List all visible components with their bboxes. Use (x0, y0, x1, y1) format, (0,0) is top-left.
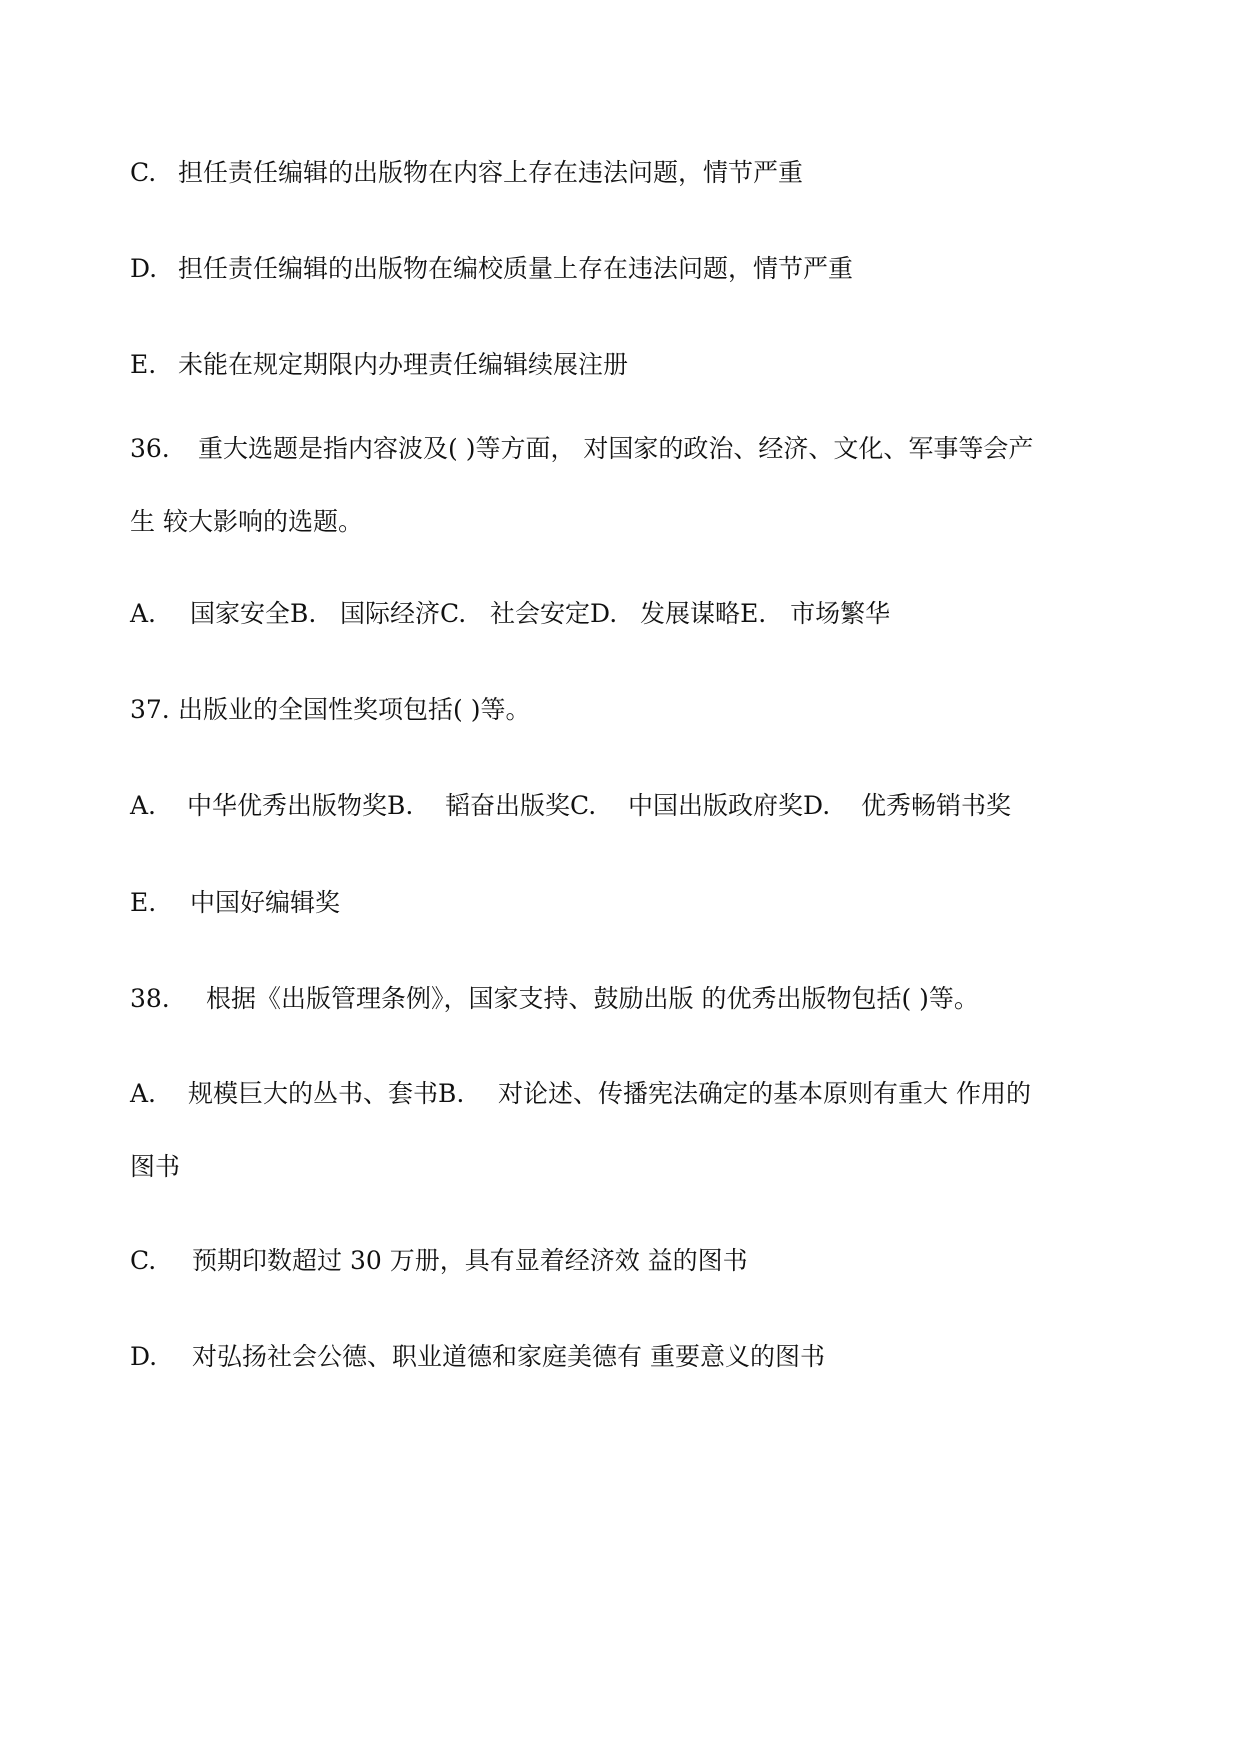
option-label: E. (130, 350, 157, 379)
option-text: 市场繁华 (790, 599, 891, 628)
option-text: 发展谋略 (640, 599, 741, 628)
option-text: 对弘扬社会公德、职业道德和家庭美德有 重要意义的图书 (192, 1342, 825, 1371)
option-label: C. (130, 158, 157, 187)
question-text-continued: 生 较大影响的选题。 (130, 507, 363, 536)
option-label: C. (130, 1246, 157, 1275)
option-text: 优秀畅销书奖 (861, 791, 1012, 820)
question-36 (130, 432, 1111, 466)
option-label: B. (438, 1079, 465, 1108)
option-text: 对论述、传播宪法确定的基本原则有重大 作用的 (498, 1079, 1031, 1108)
question-text: 重大选题是指内容波及( )等方面， 对国家的政治、经济、文化、军事等会产 (198, 434, 1034, 463)
option-text: 图书 (130, 1152, 181, 1181)
option-label: D. (130, 1342, 158, 1371)
option-line (130, 348, 1111, 382)
option-label: C. (440, 599, 467, 628)
question-37-options (130, 789, 1111, 823)
question-36-options (130, 597, 1111, 631)
option-label: D. (803, 791, 831, 820)
option-label: B. (387, 791, 414, 820)
question-text: 根据《出版管理条例》，国家支持、鼓励出版 的优秀出版物包括( )等。 (206, 984, 979, 1013)
option-line (130, 1077, 1111, 1111)
question-number: 37. (130, 695, 170, 724)
option-label: E. (130, 888, 157, 917)
option-text: 担任责任编辑的出版物在内容上存在违法问题，情节严重 (178, 158, 804, 187)
option-line (130, 252, 1111, 286)
option-text: 担任责任编辑的出版物在编校质量上存在违法问题，情节严重 (178, 254, 854, 283)
option-text: 中华优秀出版物奖 (187, 791, 388, 820)
option-label: C. (570, 791, 597, 820)
option-line (130, 1244, 1111, 1278)
option-label: A. (130, 1079, 157, 1108)
option-text: 社会安定 (490, 599, 591, 628)
question-text: 出版业的全国性奖项包括( )等。 (178, 695, 531, 724)
option-text: 中国好编辑奖 (190, 888, 341, 917)
option-line (130, 886, 1111, 920)
option-text: 国际经济 (340, 599, 441, 628)
question-number: 36. (130, 434, 170, 463)
question-38 (130, 982, 1111, 1016)
option-text: 规模巨大的丛书、套书 (188, 1079, 439, 1108)
option-text: 国家安全 (190, 599, 291, 628)
question-36-continued (130, 505, 1111, 539)
option-line-continued (130, 1150, 1111, 1184)
option-label: D. (130, 254, 158, 283)
option-label: E. (740, 599, 767, 628)
option-label: A. (130, 599, 157, 628)
option-text: 韬奋出版奖 (445, 791, 571, 820)
option-label: B. (290, 599, 317, 628)
option-label: D. (590, 599, 618, 628)
option-text: 未能在规定期限内办理责任编辑续展注册 (178, 350, 629, 379)
option-line (130, 1340, 1111, 1374)
option-label: A. (130, 791, 157, 820)
question-37 (130, 693, 1111, 727)
option-line (130, 156, 1111, 190)
option-text: 中国出版政府奖 (628, 791, 804, 820)
question-number: 38. (130, 984, 170, 1013)
option-text: 预期印数超过 30 万册，具有显着经济效 益的图书 (192, 1246, 748, 1275)
